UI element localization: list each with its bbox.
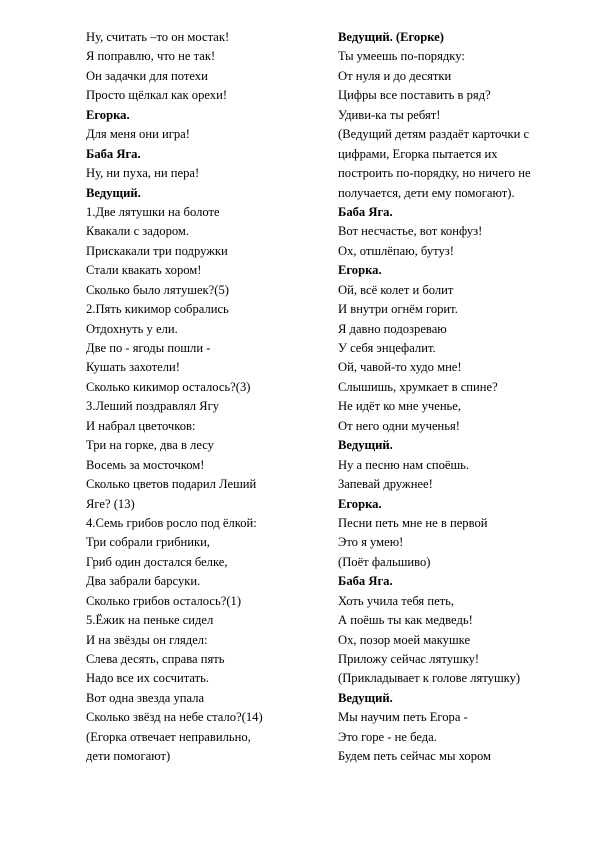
text-line: Ох, отшлёпаю, бутуз!	[338, 243, 454, 258]
text-line: 3.Леший поздравлял Ягу	[86, 399, 220, 414]
text-line: Сколько цветов подарил Леший	[86, 477, 257, 492]
text-line: Вот несчастье, вот конфуз!	[338, 224, 483, 239]
text-line: Восемь за мосточком!	[86, 457, 205, 472]
text-line: 5.Ёжик на пеньке сидел	[86, 613, 214, 628]
speaker-heading: Ведущий.	[86, 185, 141, 200]
text-line: Яге? (13)	[86, 496, 135, 511]
right-text-column	[338, 28, 568, 767]
text-line: Мы научим петь Егора -	[338, 710, 468, 725]
text-line: А поёшь ты как медведь!	[338, 613, 473, 628]
text-line: Удиви-ка ты ребят!	[338, 107, 441, 122]
text-line: Хоть учила тебя петь,	[338, 593, 455, 608]
text-line: (Прикладывает к голове лятушку)	[338, 671, 521, 686]
text-line: Ты умеешь по-порядку:	[338, 49, 465, 64]
text-line: 1.Две лятушки на болоте	[86, 204, 220, 219]
text-line: Гриб один достался белке,	[86, 554, 228, 569]
text-line: Песни петь мне не в первой	[338, 515, 488, 530]
text-line: Два забрали барсуки.	[86, 574, 201, 589]
text-line: Прискакали три подружки	[86, 243, 228, 258]
text-line: Не идёт ко мне ученье,	[338, 399, 462, 414]
text-line: Для меня они игра!	[86, 127, 190, 142]
text-line: Две по - ягоды пошли -	[86, 341, 211, 355]
text-line: Будем петь сейчас мы хором	[338, 749, 492, 764]
text-line: Я поправлю, что не так!	[86, 49, 216, 64]
text-line: Три собрали грибники,	[86, 535, 210, 550]
text-line: Ой, чавой-то худо мне!	[338, 360, 462, 375]
speaker-heading: Ведущий. (Егорке)	[338, 30, 444, 44]
text-line: цифрами, Егорка пытается их	[338, 146, 498, 161]
speaker-heading: Ведущий.	[338, 438, 393, 453]
text-line: построить по-порядку, но ничего не	[338, 166, 531, 181]
speaker-heading: Егорка.	[338, 263, 382, 278]
text-line: (Егорка отвечает неправильно,	[86, 729, 251, 744]
text-line: Сколько было лятушек?(5)	[86, 282, 229, 297]
speaker-heading: Баба Яга.	[338, 574, 393, 589]
text-line: Ну, ни пуха, ни пера!	[86, 166, 200, 181]
speaker-heading: Егорка.	[86, 107, 130, 122]
text-line: (Поёт фальшиво)	[338, 554, 431, 569]
speaker-heading: Баба Яга.	[86, 146, 141, 161]
text-line: У себя энцефалит.	[338, 341, 436, 355]
text-line: Стали квакать хором!	[86, 263, 202, 278]
text-line: Сколько кикимор осталось?(3)	[86, 379, 251, 394]
text-line: Три на горке, два в лесу	[86, 438, 214, 453]
text-line: дети помогают)	[86, 749, 171, 764]
text-line: И набрал цветочков:	[86, 418, 196, 433]
text-line: Слева десять, справа пять	[86, 652, 225, 666]
text-line: Это горе - не беда.	[338, 729, 437, 744]
text-line: Цифры все поставить в ряд?	[338, 88, 491, 103]
text-line: Надо все их сосчитать.	[86, 671, 210, 686]
text-line: От него одни мученья!	[338, 418, 461, 433]
text-line: Кушать захотели!	[86, 360, 180, 375]
text-line: (Ведущий детям раздаёт карточки с	[338, 127, 530, 142]
text-line: Приложу сейчас лятушку!	[338, 652, 480, 666]
text-line: Сколько грибов осталось?(1)	[86, 593, 242, 608]
text-line: Я давно подозреваю	[338, 321, 447, 336]
text-line: Ну, считать –то он мостак!	[86, 30, 230, 44]
text-line: Слышишь, хрумкает в спине?	[338, 379, 498, 394]
left-text-column	[86, 28, 314, 767]
text-line: Это я умею!	[338, 535, 404, 550]
speaker-heading: Егорка.	[338, 496, 382, 511]
text-line: 4.Семь грибов росло под ёлкой:	[86, 515, 257, 530]
text-line: Запевай дружнее!	[338, 477, 433, 492]
speaker-heading: Баба Яга.	[338, 204, 393, 219]
text-line: И на звёзды он глядел:	[86, 632, 208, 647]
text-line: Ох, позор моей макушке	[338, 632, 471, 647]
text-line: Просто щёлкал как орехи!	[86, 88, 228, 103]
text-line: получается, дети ему помогают).	[338, 185, 515, 200]
text-line: Он задачки для потехи	[86, 68, 208, 83]
text-line: Вот одна звезда упала	[86, 690, 205, 705]
text-line: Квакали с задором.	[86, 224, 190, 239]
speaker-heading: Ведущий.	[338, 690, 393, 705]
text-line: 2.Пять кикимор собрались	[86, 302, 229, 317]
text-line: И внутри огнём горит.	[338, 302, 458, 317]
text-line: От нуля и до десятки	[338, 68, 452, 83]
text-line: Отдохнуть у ели.	[86, 321, 178, 336]
text-line: Сколько звёзд на небе стало?(14)	[86, 710, 263, 725]
text-line: Ой, всё колет и болит	[338, 282, 454, 297]
text-line: Ну а песню нам споёшь.	[338, 457, 470, 472]
